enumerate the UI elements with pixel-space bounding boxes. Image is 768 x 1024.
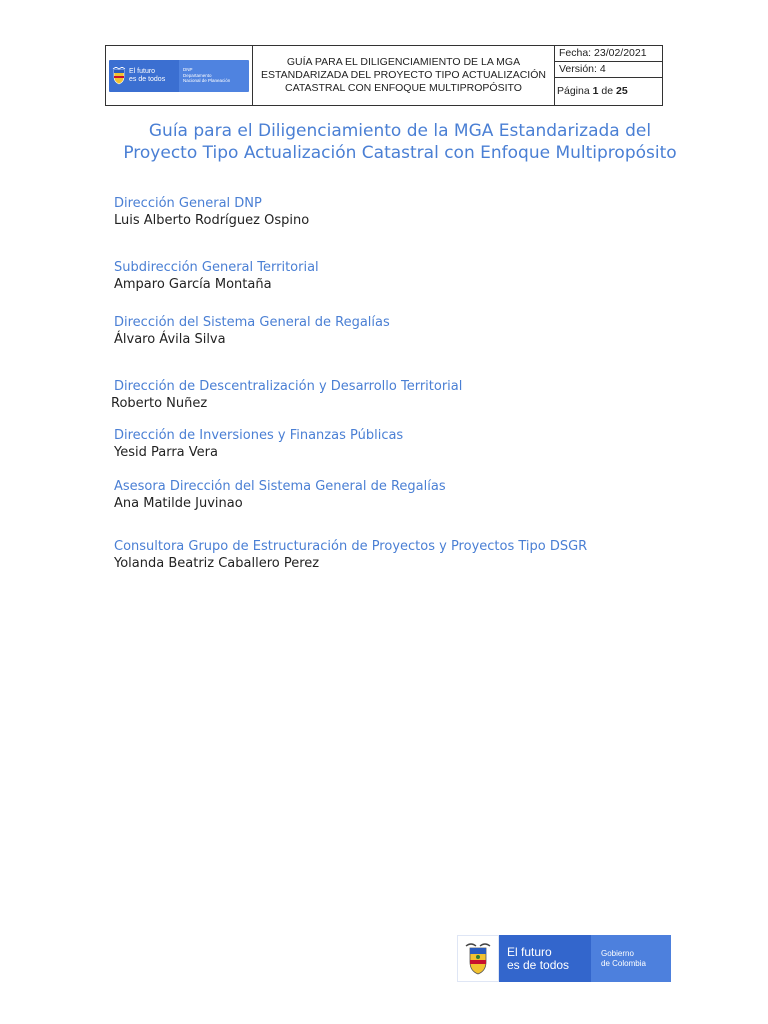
document-header — [105, 45, 663, 106]
credit-person: Yolanda Beatriz Caballero Perez — [114, 556, 320, 571]
credit-person: Amparo García Montaña — [114, 277, 272, 292]
credit-role: Subdirección General Territorial — [114, 260, 319, 275]
credit-entry — [114, 427, 403, 461]
credit-entry — [114, 478, 446, 512]
header-page-number: Página 1 de 25 — [557, 85, 628, 97]
colombia-coat-of-arms-icon — [464, 942, 492, 976]
credit-person: Luis Alberto Rodríguez Ospino — [114, 213, 310, 228]
dnp-label-line3: Nacional de Planeación — [183, 78, 231, 84]
header-title-line3: CATASTRAL CON ENFOQUE MULTIPROPÓSITO — [285, 82, 522, 94]
credit-role: Asesora Dirección del Sistema General de Regalías — [114, 479, 446, 494]
footer-logo-line2: es de todos — [507, 957, 570, 972]
page-title — [60, 120, 740, 164]
header-title-line1: GUÍA PARA EL DILIGENCIAMIENTO DE LA MGA — [286, 56, 521, 68]
dnp-label: DNP — [183, 67, 193, 73]
footer-gov-line1: Gobierno — [601, 948, 634, 958]
dnp-label-line2: Departamento — [183, 72, 212, 78]
footer-government-logo — [457, 935, 671, 982]
credit-role: Dirección de Descentralización y Desarrollo Territorial — [114, 379, 463, 394]
header-title-line2: ESTANDARIZADA DEL PROYECTO TIPO ACTUALIZACIÓN — [261, 69, 546, 81]
credit-entry — [114, 538, 587, 572]
logo-text-line1: El futuro — [129, 67, 156, 75]
header-meta — [555, 46, 662, 105]
logo-text-line2: es de todos — [129, 75, 166, 83]
credit-role: Dirección del Sistema General de Regalías — [114, 315, 390, 330]
credit-entry — [111, 378, 463, 412]
credit-entry — [114, 195, 309, 229]
credit-person: Yesid Parra Vera — [114, 445, 218, 460]
header-version: Versión: 4 — [555, 62, 662, 78]
footer-logo-line1: El futuro — [507, 944, 552, 959]
page-title-line2: Proyecto Tipo Actualización Catastral con Enfoque Multipropósito — [123, 143, 677, 163]
credit-person: Ana Matilde Juvinao — [114, 496, 243, 511]
credit-role: Dirección de Inversiones y Finanzas Públicas — [114, 428, 404, 443]
dnp-logo — [109, 60, 249, 92]
header-logo-cell — [106, 46, 253, 105]
header-title — [253, 46, 555, 105]
credit-role: Dirección General DNP — [114, 196, 262, 211]
credit-role: Consultora Grupo de Estructuración de Proyectos y Proyectos Tipo DSGR — [114, 539, 588, 554]
page-title-line1: Guía para el Diligenciamiento de la MGA Estandarizada del — [148, 121, 652, 141]
header-date: Fecha: 23/02/2021 — [555, 46, 662, 62]
credit-person: Roberto Nuñez — [111, 396, 208, 411]
credit-entry — [114, 259, 319, 293]
credit-entry — [114, 314, 390, 348]
credit-person: Álvaro Ávila Silva — [114, 332, 226, 347]
colombia-coat-of-arms-icon — [112, 67, 126, 85]
footer-gov-line2: de Colombia — [601, 958, 646, 968]
